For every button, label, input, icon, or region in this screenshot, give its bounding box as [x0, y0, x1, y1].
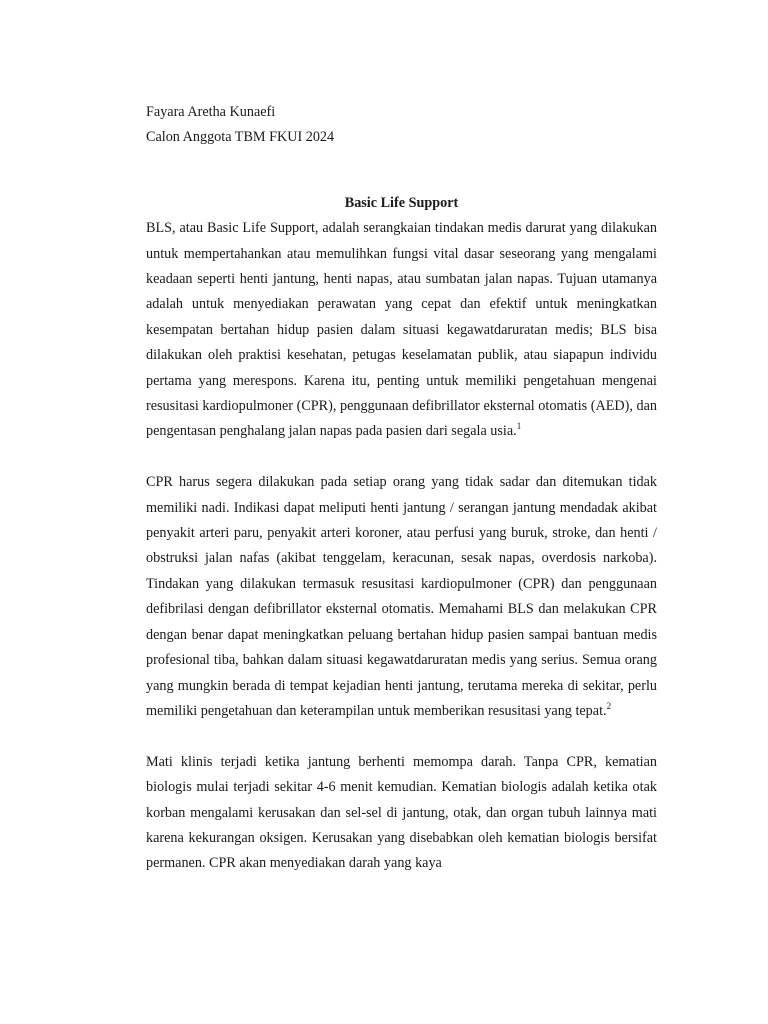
- author-name: Fayara Aretha Kunaefi: [146, 104, 276, 120]
- document-title: Basic Life Support: [344, 194, 459, 211]
- paragraph-text: BLS, atau Basic Life Support, adalah serangkaian tindakan medis darurat yang dilakukan untuk mempertahankan atau memulihkan fungsi vital dasar seseorang yang mengalami keadaan seperti henti jantung, henti napas, atau sumbatan jalan napas. Tujuan utamanya adalah untuk menyediakan perawatan yang cepat dan efektif untuk meningkatkan kesempatan bertahan hidup pasien dalam situasi kegawatdaruratan medis; BLS bisa dilakukan oleh praktisi kesehatan, petugas keselamatan publik, atau siapapun individu pertama yang merespons. Karena itu, penting untuk memiliki pengetahuan mengenai resusitasi kardiopulmoner (CPR), penggunaan defibrillator eksternal otomatis (AED), dan pengentasan penghalang jalan napas pada pasien dari segala usia.: [146, 220, 657, 440]
- paragraph-3: [146, 750, 657, 877]
- paragraph-text: CPR harus segera dilakukan pada setiap orang yang tidak sadar dan ditemukan tidak memiliki nadi. Indikasi dapat meliputi henti jantung / serangan jantung mendadak akibat penyakit arteri paru, penyakit arteri koroner, atau perfusi yang buruk, stroke, dan henti / obstruksi jalan nafas (akibat tenggelam, keracunan, sesak napas, overdosis narkoba). Tindakan yang dilakukan termasuk resusitasi kardiopulmoner (CPR) dan penggunaan defibrilasi dengan defibrillator eksternal otomatis. Memahami BLS dan melakukan CPR dengan benar dapat meningkatkan peluang bertahan hidup pasien sampai bantuan medis profesional tiba, bahkan dalam situasi kegawatdaruratan medis yang serius. Semua orang yang mungkin berada di tempat kejadian henti jantung, terutama mereka di sekitar, perlu memiliki pengetahuan dan keterampilan untuk memberikan resusitasi yang tepat.: [146, 474, 657, 719]
- paragraph-1: [146, 216, 657, 445]
- paragraph-text: Mati klinis terjadi ketika jantung berhenti memompa darah. Tanpa CPR, kematian biologis mulai terjadi sekitar 4-6 menit kemudian. Kematian biologis adalah ketika otak korban mengalami kerusakan dan sel-sel di jantung, otak, dan organ tubuh lainnya mati karena kekurangan oksigen. Kerusakan yang disebabkan oleh kematian biologis bersifat permanen. CPR akan menyediakan darah yang kaya: [146, 753, 657, 872]
- footnote-marker: 2: [606, 700, 612, 711]
- author-affiliation: Calon Anggota TBM FKUI 2024: [146, 129, 335, 146]
- footnote-marker: 1: [516, 421, 522, 432]
- paragraph-2: [146, 470, 657, 724]
